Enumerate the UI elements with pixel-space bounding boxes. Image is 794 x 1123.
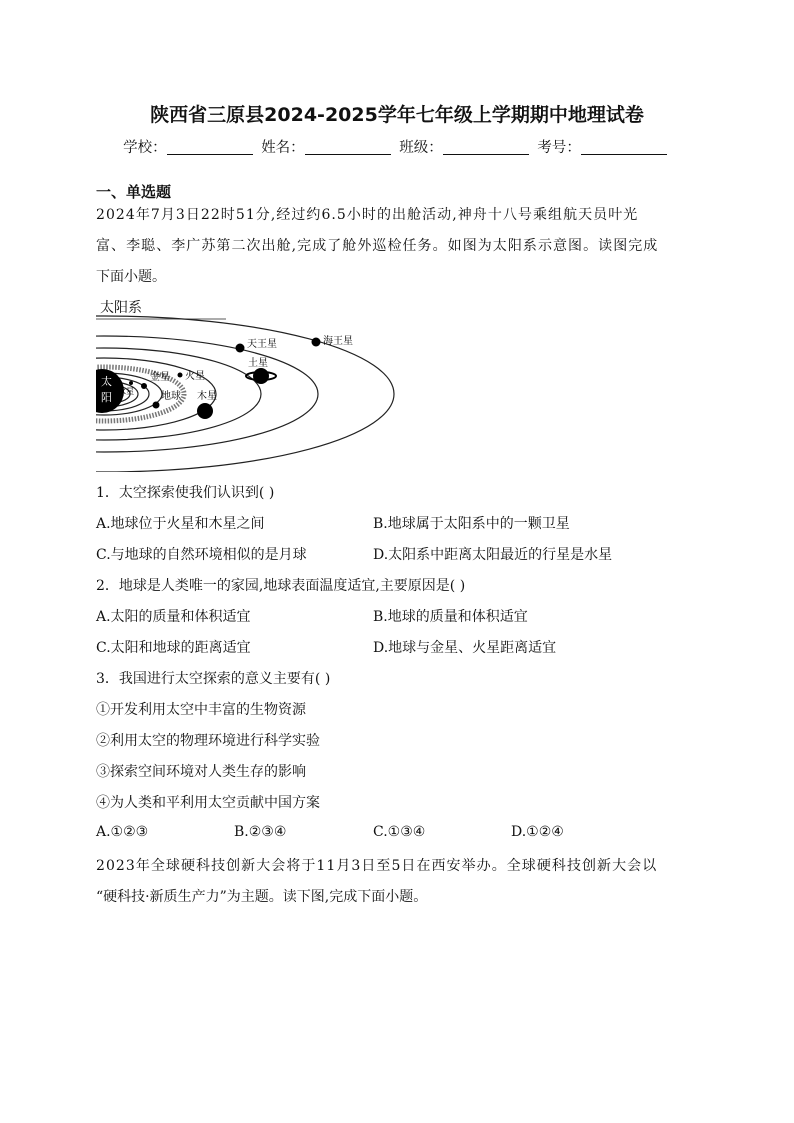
q1-stem: 1．太空探索使我们认识到( )	[96, 485, 275, 501]
mars-label: 火星	[185, 371, 205, 382]
intro1-line-3: 下面小题。	[96, 269, 166, 285]
q1-option-a[interactable]: A.地球位于火星和木星之间	[96, 516, 265, 532]
q3-item-1: ①开发利用太空中丰富的生物资源	[96, 702, 306, 718]
jupiter-label: 木星	[197, 391, 217, 402]
name-blank[interactable]	[305, 140, 391, 155]
school-label: 学校：	[123, 140, 167, 156]
sun-label-2: 阳	[101, 391, 112, 404]
sun-label-1: 太	[101, 375, 112, 388]
uranus-label: 天王星	[247, 339, 277, 350]
q3-option-c[interactable]: C.①③④	[373, 824, 426, 840]
mercury-label: 水星	[118, 387, 134, 396]
venus	[141, 383, 147, 389]
section-heading: 一、单选题	[96, 183, 172, 201]
q1-option-b[interactable]: B.地球属于太阳系中的一颗卫星	[373, 516, 570, 532]
mars	[178, 373, 183, 378]
q3-option-a[interactable]: A.①②③	[96, 824, 149, 840]
q3-option-d[interactable]: D.①②④	[511, 824, 564, 840]
diagram-title: 太阳系	[100, 300, 142, 316]
intro1-line-1: 2024年7月3日22时51分,经过约6.5小时的出舱活动,神舟十八号乘组航天员叶光	[96, 207, 639, 223]
q1-option-c[interactable]: C.与地球的自然环境相似的是月球	[96, 547, 307, 563]
earth	[153, 402, 160, 409]
saturn	[253, 368, 269, 384]
solar-system-diagram	[96, 296, 396, 472]
neptune-label: 海王星	[323, 336, 353, 347]
q2-stem: 2．地球是人类唯一的家园,地球表面温度适宜,主要原因是( )	[96, 578, 466, 594]
name-label: 姓名：	[261, 140, 305, 156]
q3-option-b[interactable]: B.②③④	[234, 824, 287, 840]
school-blank[interactable]	[167, 140, 253, 155]
q3-stem: 3．我国进行太空探索的意义主要有( )	[96, 671, 331, 687]
class-blank[interactable]	[443, 140, 529, 155]
intro2-line-2: “硬科技·新质生产力”为主题。读下图,完成下面小题。	[96, 889, 428, 905]
q2-option-a[interactable]: A.太阳的质量和体积适宜	[96, 609, 251, 625]
mercury	[129, 381, 133, 385]
q2-option-c[interactable]: C.太阳和地球的距离适宜	[96, 640, 251, 656]
neptune	[312, 338, 321, 347]
number-blank[interactable]	[581, 140, 667, 155]
q3-item-3: ③探索空间环境对人类生存的影响	[96, 764, 306, 780]
intro1-line-2: 富、李聪、李广苏第二次出舱,完成了舱外巡检任务。如图为太阳系示意图。读图完成	[96, 238, 659, 254]
uranus	[236, 344, 245, 353]
class-label: 班级：	[399, 140, 443, 156]
q3-item-4: ④为人类和平利用太空贡献中国方案	[96, 795, 320, 811]
jupiter	[197, 403, 213, 419]
q2-option-b[interactable]: B.地球的质量和体积适宜	[373, 609, 528, 625]
saturn-label: 土星	[248, 358, 268, 369]
intro2-line-1: 2023年全球硬科技创新大会将于11月3日至5日在西安举办。全球硬科技创新大会以	[96, 858, 658, 874]
earth-label: 地球	[161, 391, 181, 402]
q2-option-d[interactable]: D.地球与金星、火星距离适宜	[373, 640, 557, 656]
exam-title: 陕西省三原县2024-2025学年七年级上学期期中地理试卷	[150, 104, 644, 126]
q3-item-2: ②利用太空的物理环境进行科学实验	[96, 733, 320, 749]
q1-option-d[interactable]: D.太阳系中距离太阳最近的行星是水星	[373, 547, 613, 563]
number-label: 考号：	[537, 140, 581, 156]
student-info-line	[0, 136, 794, 157]
venus-label: 金星	[150, 372, 170, 383]
